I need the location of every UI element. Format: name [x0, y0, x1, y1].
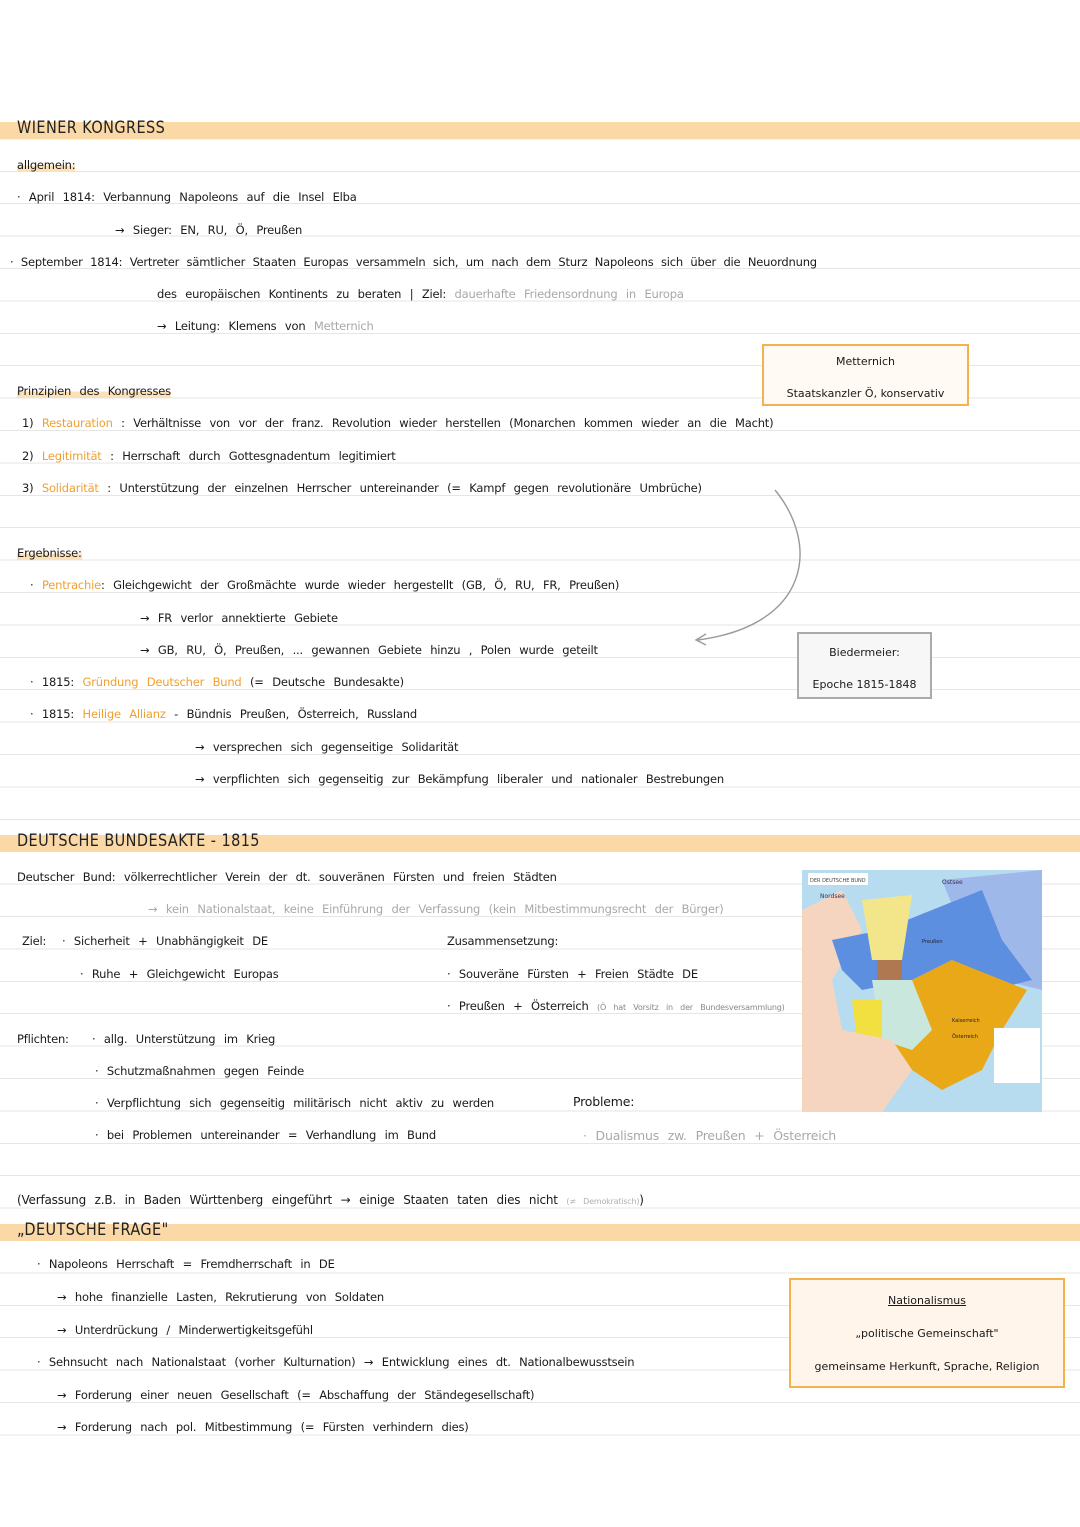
info-box-biedermeier: [797, 632, 932, 699]
line: [157, 287, 684, 301]
map-label: Ostsee: [942, 879, 963, 886]
line: · Napoleons Herrschaft = Fremdherrschaft in DE: [37, 1257, 335, 1271]
line: → FR verlor annektierte Gebiete: [140, 611, 338, 625]
name: Metternich: [313, 319, 374, 333]
curved-arrow-icon: [680, 485, 820, 650]
line: [10, 255, 817, 269]
map-deutscher-bund: [802, 870, 1042, 1112]
subheading-prinzipien: Prinzipien des Kongresses: [17, 384, 171, 398]
zusammensetzung-label: Zusammensetzung:: [447, 934, 559, 948]
term: Legitimität: [41, 449, 102, 463]
map-title: DER DEUTSCHE BUND: [810, 878, 866, 884]
date: · 1815:: [30, 675, 75, 689]
text: des europäischen Kontinents zu beraten | Ziel:: [157, 287, 447, 301]
text: : Unterstützung der einzelnen Herrscher untereinander (= Kampf gegen revolutionäre Umbrüche): [107, 481, 702, 495]
map-label: Nordsee: [820, 893, 845, 900]
ziel-item: · Ruhe + Gleichgewicht Europas: [80, 967, 279, 981]
subheading-ergebnisse: Ergebnisse:: [17, 546, 82, 560]
pflicht-item: · Verpflichtung sich gegenseitig militärisch nicht aktiv zu werden: [95, 1096, 495, 1110]
ziel-label: Ziel:: [22, 934, 47, 948]
pflicht-item: · bei Problemen untereinander = Verhandlung im Bund: [95, 1128, 436, 1142]
term: Gründung Deutscher Bund: [82, 675, 242, 689]
line: → verpflichten sich gegenseitig zur Bekämpfung liberaler und nationaler Bestrebungen: [195, 772, 725, 786]
text: Vertreter sämtlicher Staaten Europas versammeln sich, um nach dem Sturz Napoleons sich über die Neuordnung: [129, 255, 817, 269]
num: 1): [22, 416, 34, 430]
text: : Gleichgewicht der Großmächte wurde wieder hergestellt (GB, Ö, RU, FR, Preußen): [101, 578, 620, 592]
bullet: ·: [30, 578, 34, 592]
line: → Unterdrückung / Minderwertigkeitsgefühl: [57, 1323, 313, 1337]
pflicht-item: · allg. Unterstützung im Krieg: [92, 1032, 276, 1046]
note: (Ö hat Vorsitz in der Bundesversammlung): [597, 1003, 785, 1012]
section-title-bundesakte: DEUTSCHE BUNDESAKTE - 1815: [17, 831, 260, 851]
text: · Preußen + Österreich: [447, 999, 589, 1013]
text: - Bündnis Preußen, Österreich, Russland: [174, 707, 417, 721]
line: Deutscher Bund: völkerrechtlicher Verein der dt. souveränen Fürsten und freien Städten: [17, 870, 557, 884]
line: [30, 578, 619, 592]
term: Restauration: [41, 416, 113, 430]
text: (Verfassung z.B. in Baden Württenberg eingeführt → einige Staaten taten dies nicht: [17, 1193, 558, 1207]
num: 3): [22, 481, 34, 495]
box-text: Epoche 1815-1848: [812, 678, 917, 691]
line: → kein Nationalstaat, keine Einführung der Verfassung (kein Mitbestimmungsrecht der Bürger): [148, 902, 724, 916]
date: · September 1814:: [10, 255, 123, 269]
box-subtitle: „politische Gemeinschaft": [855, 1327, 999, 1340]
box-title: Metternich: [835, 355, 896, 368]
line: [17, 190, 357, 204]
pflicht-item: · Schutzmaßnahmen gegen Feinde: [95, 1064, 305, 1078]
line: → GB, RU, Ö, Preußen, ... gewannen Gebiete hinzu , Polen wurde geteilt: [140, 643, 598, 657]
note-line: [17, 1193, 644, 1207]
info-box-nationalismus: [789, 1278, 1065, 1388]
note-gray: (≠ Demokratisch): [566, 1197, 640, 1206]
line: → versprechen sich gegenseitige Solidarität: [195, 740, 459, 754]
box-title: Biedermeier:: [829, 646, 900, 659]
section-title-wiener-kongress: WIENER KONGRESS: [17, 118, 166, 138]
line: [30, 707, 417, 721]
principle-3: [22, 481, 702, 495]
line: → Forderung einer neuen Gesellschaft (= Abschaffung der Ständegesellschaft): [57, 1388, 535, 1402]
text: : Verhältnisse von vor der franz. Revolution wieder herstellen (Monarchen kommen wieder an die Macht): [121, 416, 774, 430]
principle-1: [22, 416, 773, 430]
line: → Sieger: EN, RU, Ö, Preußen: [115, 223, 303, 237]
map-label: Preußen: [922, 939, 943, 945]
probleme-label: Probleme:: [573, 1094, 635, 1109]
ziel-item: · Sicherheit + Unabhängigkeit DE: [62, 934, 268, 948]
map-label: Kaiserreich: [952, 1018, 980, 1024]
principle-2: [22, 449, 396, 463]
date: · April 1814:: [17, 190, 95, 204]
section-title-deutsche-frage: „DEUTSCHE FRAGE": [17, 1220, 169, 1240]
map-label: Österreich: [952, 1034, 978, 1040]
line: → Forderung nach pol. Mitbestimmung (= Fürsten verhindern dies): [57, 1420, 469, 1434]
subheading-allgemein: allgemein:: [17, 158, 76, 172]
pflichten-label: Pflichten:: [17, 1032, 69, 1046]
line: [157, 319, 374, 333]
box-text: Staatskanzler Ö, konservativ: [786, 387, 945, 400]
box-title: Nationalismus: [887, 1294, 967, 1307]
box-text: gemeinsame Herkunft, Sprache, Religion: [814, 1360, 1040, 1373]
paren: ): [639, 1193, 644, 1207]
text: → Leitung: Klemens von: [157, 319, 306, 333]
text: : Herrschaft durch Gottesgnadentum legitimiert: [110, 449, 396, 463]
text: (= Deutsche Bundesakte): [250, 675, 404, 689]
num: 2): [22, 449, 34, 463]
zus-item: · Souveräne Fürsten + Freien Städte DE: [447, 967, 698, 981]
probleme-item: · Dualismus zw. Preußen + Österreich: [583, 1128, 836, 1143]
text: Verbannung Napoleons auf die Insel Elba: [103, 190, 357, 204]
info-box-metternich: [762, 344, 969, 406]
term: Pentrachie: [41, 578, 101, 592]
line: · Sehnsucht nach Nationalstaat (vorher Kulturnation) → Entwicklung eines dt. Nationalbewusstsein: [37, 1355, 635, 1369]
date: · 1815:: [30, 707, 75, 721]
term: Heilige Allianz: [82, 707, 166, 721]
line: [30, 675, 404, 689]
zus-item: [447, 999, 785, 1013]
term: Solidarität: [41, 481, 99, 495]
goal-text: dauerhafte Friedensordnung in Europa: [454, 287, 684, 301]
line: → hohe finanzielle Lasten, Rekrutierung von Soldaten: [57, 1290, 384, 1304]
